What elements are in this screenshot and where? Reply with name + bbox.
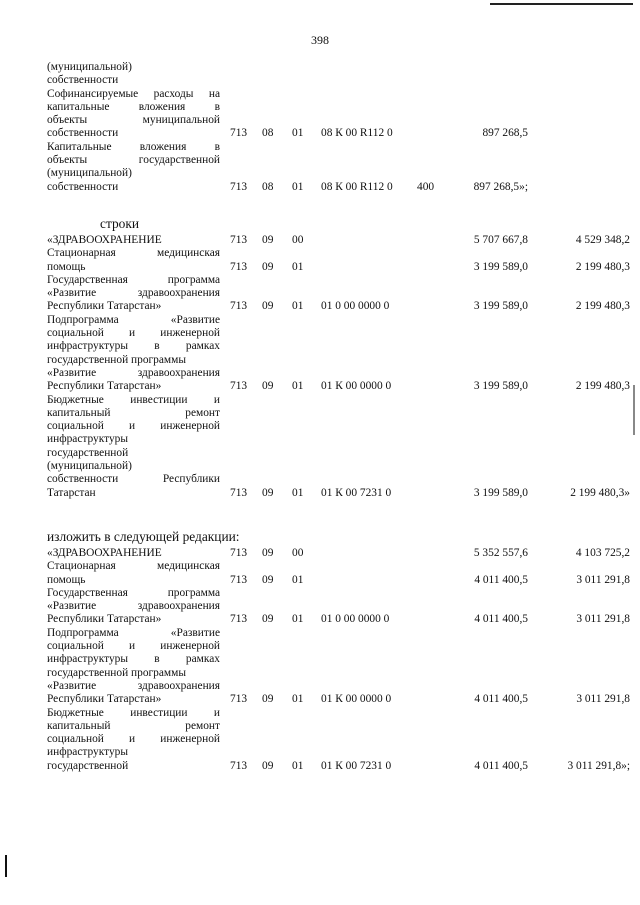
description-line: собственности	[47, 180, 119, 193]
description-line: Стационарная медицинская	[47, 560, 220, 573]
subsection-code: 01	[292, 486, 304, 499]
target-article-code: 01 0 00 0000 0	[321, 613, 390, 626]
target-article-code: 01 0 00 0000 0	[321, 300, 390, 313]
row-description	[47, 547, 220, 560]
ministry-code: 713	[230, 759, 248, 772]
row-description	[47, 394, 220, 500]
description-line: Государственная программа	[47, 273, 220, 286]
ministry-code: 713	[230, 234, 248, 246]
ministry-code: 713	[230, 380, 248, 393]
description-line: Софинансируемые расходы на	[47, 87, 220, 100]
description-line: Республики Татарстан»	[47, 300, 162, 313]
amount-year2: 2 199 480,3	[575, 260, 630, 273]
subsection-code: 01	[292, 300, 304, 313]
description-line: собственности	[47, 74, 119, 87]
row-description	[47, 560, 220, 587]
margin-mark	[5, 855, 7, 877]
description-line: Бюджетные инвестиции и	[47, 706, 220, 719]
target-article-code: 01 К 00 7231 0	[321, 486, 392, 499]
description-line: капитальный ремонт	[47, 719, 220, 732]
description-line: собственности Республики	[47, 473, 220, 486]
description-line: «Развитие здравоохранения	[47, 366, 220, 379]
row-description	[47, 274, 220, 314]
section-heading: изложить в следующей редакции:	[47, 529, 240, 544]
amount-year1: 4 011 400,5	[474, 613, 528, 626]
section-code: 09	[262, 300, 274, 313]
description-line: помощь	[47, 260, 86, 273]
section-heading: строки	[100, 216, 140, 231]
row-description	[47, 707, 220, 773]
top-rule	[490, 3, 633, 5]
description-line: Республики Татарстан»	[47, 613, 162, 626]
row-description	[47, 88, 220, 141]
row-description	[47, 247, 220, 274]
ministry-code: 713	[230, 260, 248, 273]
amount-year1: 897 268,5»;	[473, 180, 528, 193]
description-line: объекты муниципальной	[47, 114, 220, 127]
section-code: 09	[262, 380, 274, 393]
target-article-code: 01 К 00 0000 0	[321, 693, 392, 706]
amount-year1: 3 199 589,0	[473, 486, 528, 499]
description-line: «Развитие здравоохранения	[47, 287, 220, 300]
subsection-code: 01	[292, 260, 304, 273]
section-code: 09	[262, 573, 274, 586]
description-line: Стационарная медицинская	[47, 247, 220, 260]
description-line: «ЗДРАВООХРАНЕНИЕ	[47, 547, 162, 559]
row-description	[47, 61, 220, 88]
amount-year2: 4 529 348,2	[575, 234, 630, 246]
subsection-code: 01	[292, 573, 304, 586]
description-line: инфраструктуры в рамках	[47, 653, 220, 666]
description-line: социальной и инженерной	[47, 420, 220, 433]
description-line: инфраструктуры	[47, 746, 128, 759]
section-code: 08	[262, 180, 274, 193]
target-article-code: 01 К 00 7231 0	[321, 759, 392, 772]
amount-year2: 2 199 480,3	[575, 380, 630, 393]
section-code: 09	[262, 486, 274, 499]
description-line: «ЗДРАВООХРАНЕНИЕ	[47, 234, 162, 246]
description-line: капитальный ремонт	[47, 406, 220, 419]
description-line: Подпрограмма «Развитие	[47, 626, 220, 639]
margin-mark	[633, 385, 635, 435]
subsection-code: 01	[292, 759, 304, 772]
ministry-code: 713	[230, 693, 248, 706]
subsection-code: 01	[292, 693, 304, 706]
ministry-code: 713	[230, 127, 248, 140]
expense-type-code: 400	[417, 180, 435, 193]
ministry-code: 713	[230, 547, 248, 559]
amount-year2: 3 011 291,8	[576, 573, 630, 586]
amount-year1: 5 352 557,6	[473, 547, 528, 559]
description-line: социальной и инженерной	[47, 327, 220, 340]
amount-year1: 897 268,5	[482, 127, 528, 140]
amount-year2: 3 011 291,8	[576, 613, 630, 626]
section-code: 09	[262, 613, 274, 626]
target-article-code: 08 К 00 R112 0	[321, 127, 393, 140]
section-code: 09	[262, 547, 274, 559]
description-line: (муниципальной)	[47, 167, 132, 180]
row-description	[47, 587, 220, 627]
amount-year2: 3 011 291,8»;	[567, 759, 630, 772]
description-line: (муниципальной)	[47, 61, 132, 73]
row-description	[47, 141, 220, 194]
ministry-code: 713	[230, 300, 248, 313]
description-line: инфраструктуры	[47, 433, 128, 446]
section-code: 09	[262, 260, 274, 273]
amount-year2: 2 199 480,3»	[570, 486, 630, 499]
amount-year1: 4 011 400,5	[474, 573, 528, 586]
description-line: государственной программы	[47, 666, 187, 679]
description-line: Подпрограмма «Развитие	[47, 313, 220, 326]
ministry-code: 713	[230, 180, 248, 193]
amount-year1: 3 199 589,0	[473, 260, 528, 273]
subsection-code: 00	[292, 547, 304, 559]
subsection-code: 01	[292, 180, 304, 193]
description-line: государственной	[47, 759, 129, 772]
amount-year1: 5 707 667,8	[473, 234, 528, 246]
row-description	[47, 314, 220, 394]
subsection-code: 00	[292, 234, 304, 246]
description-line: объекты государственной	[47, 154, 220, 167]
description-line: государственной	[47, 446, 129, 459]
ministry-code: 713	[230, 613, 248, 626]
subsection-code: 01	[292, 380, 304, 393]
amount-year2: 4 103 725,2	[575, 547, 630, 559]
target-article-code: 08 К 00 R112 0	[321, 180, 393, 193]
description-line: (муниципальной)	[47, 460, 132, 473]
description-line: Бюджетные инвестиции и	[47, 393, 220, 406]
amount-year1: 3 199 589,0	[473, 300, 528, 313]
row-description	[47, 627, 220, 707]
section-code: 09	[262, 234, 274, 246]
subsection-code: 01	[292, 613, 304, 626]
description-line: Капитальные вложения в	[47, 140, 220, 153]
description-line: Татарстан	[47, 486, 96, 499]
description-line: собственности	[47, 127, 119, 140]
description-line: капитальные вложения в	[47, 100, 220, 113]
amount-year2: 3 011 291,8	[576, 693, 630, 706]
amount-year1: 3 199 589,0	[473, 380, 528, 393]
row-description	[47, 234, 220, 247]
description-line: государственной программы	[47, 353, 187, 366]
ministry-code: 713	[230, 486, 248, 499]
description-line: Государственная программа	[47, 586, 220, 599]
section-code: 09	[262, 693, 274, 706]
ministry-code: 713	[230, 573, 248, 586]
page-number: 398	[311, 33, 329, 47]
description-line: Республики Татарстан»	[47, 380, 162, 393]
section-code: 09	[262, 759, 274, 772]
amount-year1: 4 011 400,5	[474, 693, 528, 706]
description-line: Республики Татарстан»	[47, 693, 162, 706]
description-line: социальной и инженерной	[47, 733, 220, 746]
description-line: инфраструктуры в рамках	[47, 340, 220, 353]
target-article-code: 01 К 00 0000 0	[321, 380, 392, 393]
amount-year2: 2 199 480,3	[575, 300, 630, 313]
description-line: помощь	[47, 573, 86, 586]
description-line: социальной и инженерной	[47, 640, 220, 653]
section-code: 08	[262, 127, 274, 140]
amount-year1: 4 011 400,5	[474, 759, 528, 772]
subsection-code: 01	[292, 127, 304, 140]
description-line: «Развитие здравоохранения	[47, 679, 220, 692]
description-line: «Развитие здравоохранения	[47, 600, 220, 613]
